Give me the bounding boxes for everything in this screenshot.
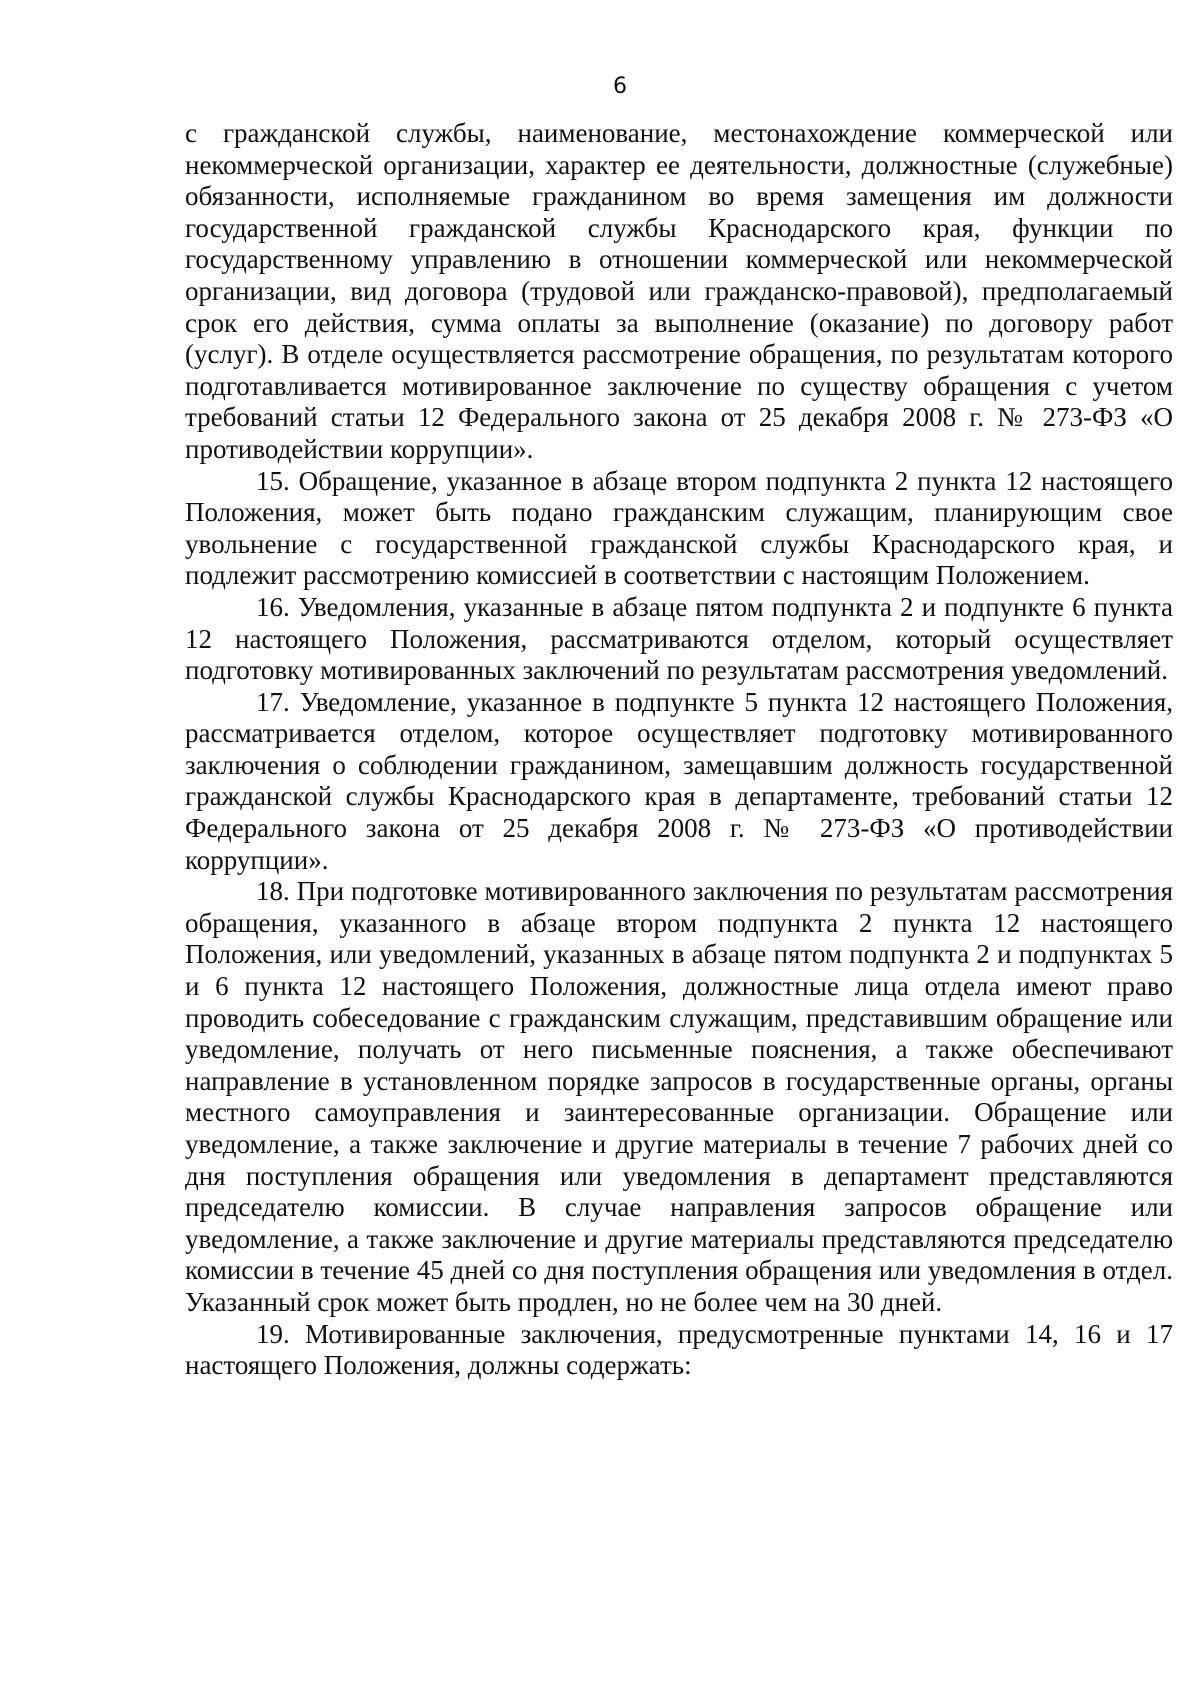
paragraph-continuation: с гражданской службы, наименование, местонахождение коммерческой или некоммерческой организации, характер ее деятельности, должностные (служебные) обязанности, исполняемые гражданином во время замещения им должности государственной гражданской службы Краснодарского края, функции по государственному управлению в отношении коммерческой или некоммерческой организации, вид договора (трудовой или гражданско-правовой), предполагаемый срок его действия, сумма оплаты за выполнение (оказание) по договору работ (услуг). В отделе осуществляется рассмотрение обращения, по результатам которого подготавливается мотивированное заключение по существу обращения с учетом требований статьи 12 Федерального закона от 25 декабря 2008 г. № 273-ФЗ «О противодействии коррупции». [185,118,1173,464]
paragraph-15: 15. Обращение, указанное в абзаце втором подпункта 2 пункта 12 настоящего Положения, может быть подано гражданским служащим, планирующим свое увольнение с государственной гражданской службы Краснодарского края, и подлежит рассмотрению комиссией в соответствии с настоящим Положением. [185,465,1173,591]
page-number: 6 [613,74,627,99]
paragraph-18: 18. При подготовке мотивированного заключения по результатам рассмотрения обращения, указанного в абзаце втором подпункта 2 пункта 12 настоящего Положения, или уведомлений, указанных в абзаце пятом подпункта 2 и подпунктах 5 и 6 пункта 12 настоящего Положения, должностные лица отдела имеют право проводить собеседование с гражданским служащим, представившим обращение или уведомление, получать от него письменные пояснения, а также обеспечивают направление в установленном порядке запросов в государственные органы, органы местного самоуправления и заинтересованные организации. Обращение или уведомление, а также заключение и другие материалы в течение 7 рабочих дней со дня поступления обращения или уведомления в департамент представляются председателю комиссии. В случае направления запросов обращение или уведомление, а также заключение и другие материалы представляются председателю комиссии в течение 45 дней со дня поступления обращения или уведомления в отдел. Указанный срок может быть продлен, но не более чем на 30 дней. [185,876,1173,1317]
paragraph-16: 16. Уведомления, указанные в абзаце пятом подпункта 2 и подпункте 6 пункта 12 настоящего Положения, рассматриваются отделом, который осуществляет подготовку мотивированных заключений по результатам рассмотрения уведомлений. [185,591,1173,686]
document-body [185,118,1173,1382]
paragraph-19: 19. Мотивированные заключения, предусмотренные пунктами 14, 16 и 17 настоящего Положения, должны содержать: [185,1318,1173,1381]
paragraph-17: 17. Уведомление, указанное в подпункте 5 пункта 12 настоящего Положения, рассматривается отделом, которое осуществляет подготовку мотивированного заключения о соблюдении гражданином, замещавшим должность государственной гражданской службы Краснодарского края в департаменте, требований статьи 12 Федерального закона от 25 декабря 2008 г. № 273-ФЗ «О противодействии коррупции». [185,686,1173,875]
